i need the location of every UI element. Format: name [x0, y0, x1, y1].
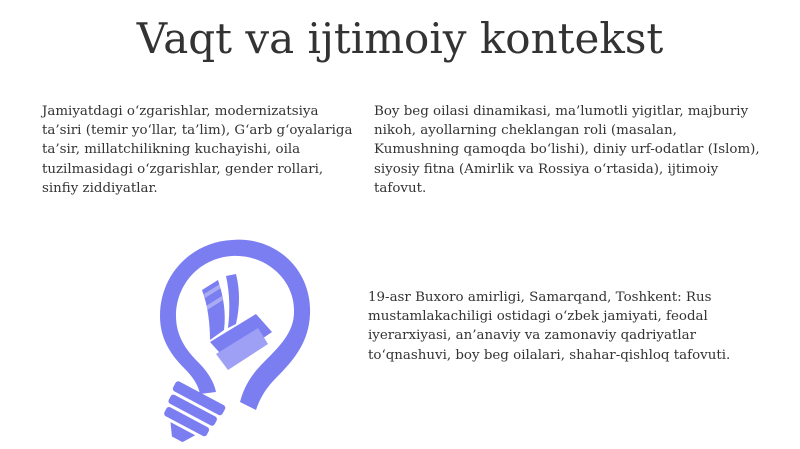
paragraph-historical-setting: 19-asr Buxoro amirligi, Samarqand, Toshkent: Rus mustamlakachiligi ostidagi o‘zbek jamiyati, feodal iyerarxiyasi, an’anaviy va zamonaviy qadriyatlar to‘qnashuvi, boy beg oilalari, shahar-qishloq tafovuti. [368, 290, 731, 363]
lightbulb-with-book-icon [100, 232, 322, 442]
paragraph-social-changes: Jamiyatdagi o‘zgarishlar, modernizatsiya ta’siri (temir yo‘llar, ta’lim), G‘arb g‘oyalariga ta’sir, millatchilikning kuchayishi, oila tuzilmasidagi o‘zgarishlar, gender rollari, sinfiy ziddiyatlar. [42, 104, 353, 196]
slide-title: Vaqt va ijtimoiy kontekst [136, 14, 664, 63]
paragraph-family-dynamics: Boy beg oilasi dinamikasi, ma’lumotli yigitlar, majburiy nikoh, ayollarning cheklangan roli (masalan, Kumushning qamoqda bo‘lishi), diniy urf-odatlar (Islom), siyosiy fitna (Amirlik va Rossiya o‘rtasida), ijtimoiy tafovut. [374, 104, 760, 196]
